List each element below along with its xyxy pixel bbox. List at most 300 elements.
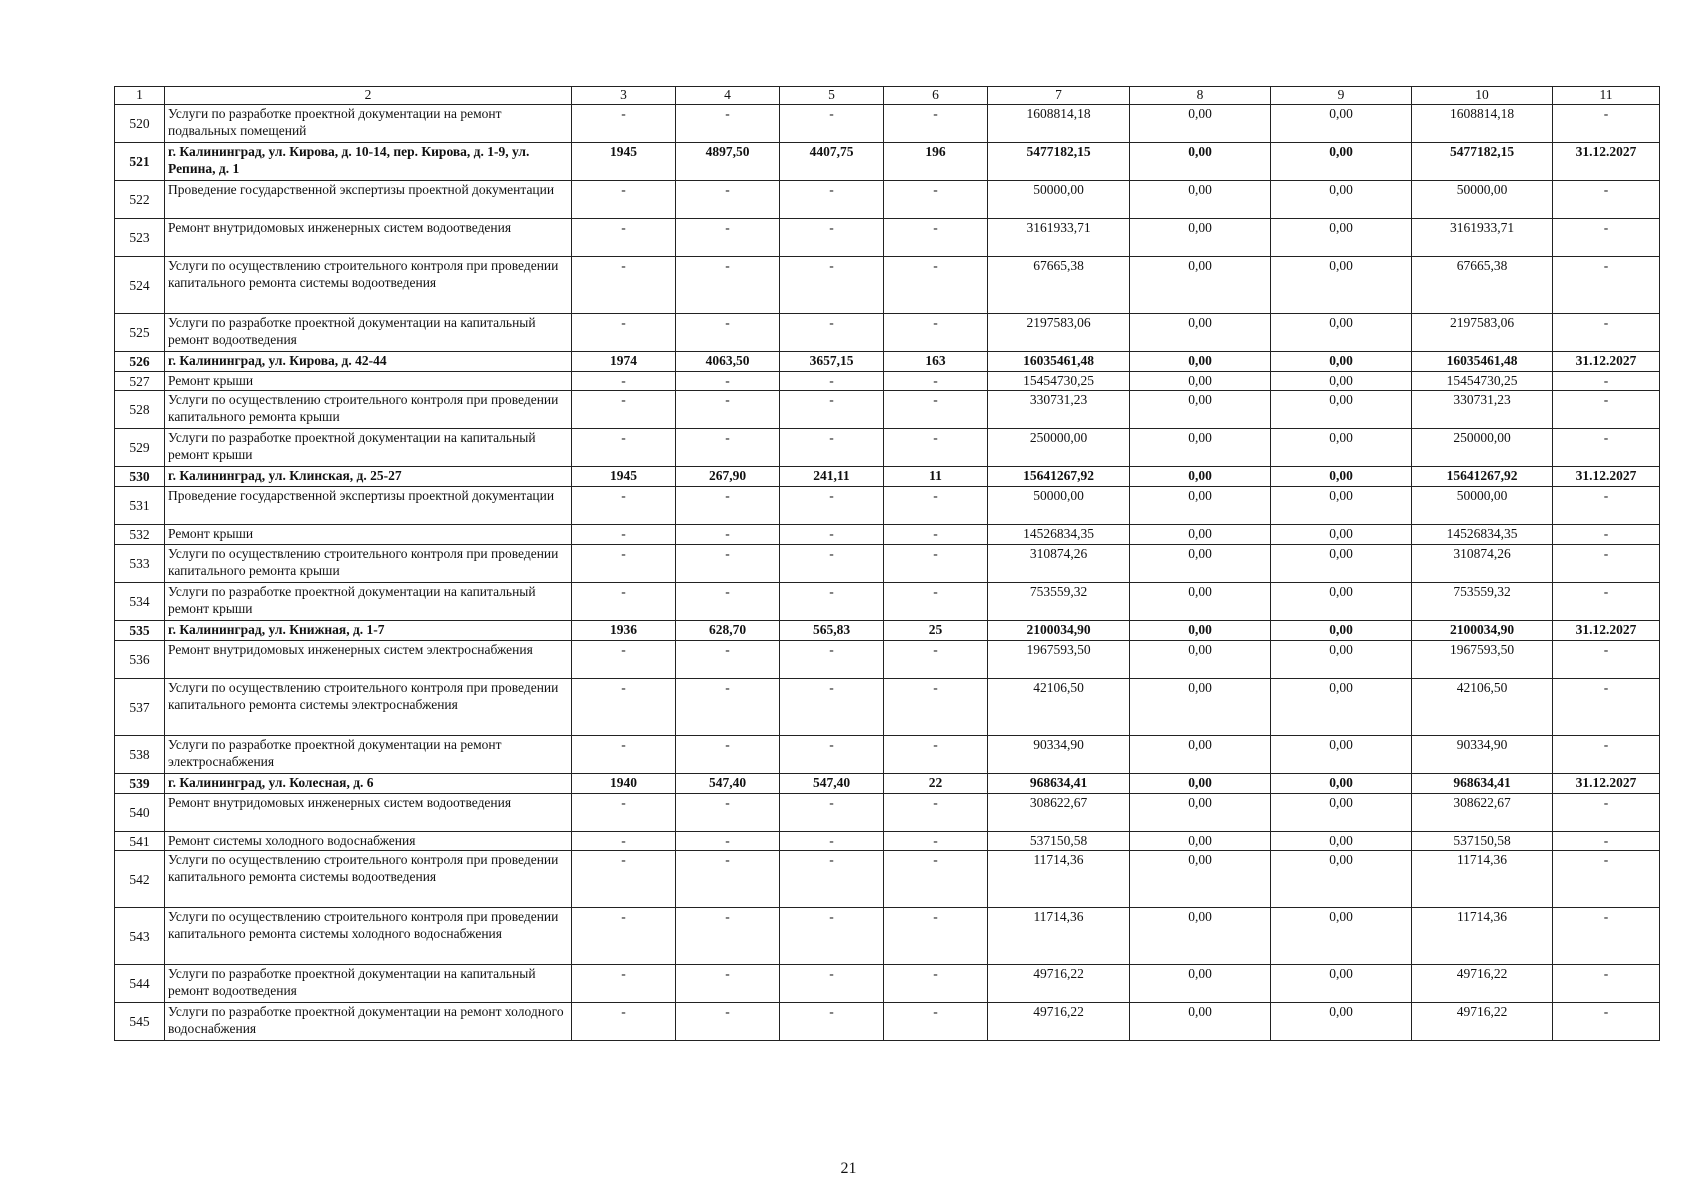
work-description: Услуги по осуществлению строительного контроля при проведении капитального ремонта системы водоотведения	[165, 851, 572, 908]
cell-area-total: -	[676, 832, 780, 851]
cell-fund-owners: 753559,32	[1412, 583, 1553, 621]
work-row	[115, 219, 1660, 257]
cell-fund-owners: 1967593,50	[1412, 641, 1553, 679]
cell-fund-federal: 0,00	[1130, 391, 1271, 429]
cell-fund-federal: 0,00	[1130, 908, 1271, 965]
cell-year: -	[572, 429, 676, 467]
work-description: Услуги по разработке проектной документации на ремонт электроснабжения	[165, 736, 572, 774]
cell-area-total: -	[676, 794, 780, 832]
work-row	[115, 851, 1660, 908]
cell-total-cost: 753559,32	[988, 583, 1130, 621]
cell-area-living: -	[780, 105, 884, 143]
cell-fund-regional: 0,00	[1271, 679, 1412, 736]
row-number: 524	[115, 257, 165, 314]
cell-area-total: -	[676, 736, 780, 774]
cell-total-cost: 5477182,15	[988, 143, 1130, 181]
cell-total-cost: 11714,36	[988, 908, 1130, 965]
cell-area-total: -	[676, 429, 780, 467]
cell-fund-federal: 0,00	[1130, 352, 1271, 372]
cell-residents: -	[884, 832, 988, 851]
row-number: 536	[115, 641, 165, 679]
cell-residents: 22	[884, 774, 988, 794]
cell-fund-regional: 0,00	[1271, 545, 1412, 583]
row-number: 533	[115, 545, 165, 583]
cell-residents: 163	[884, 352, 988, 372]
address-row	[115, 467, 1660, 487]
row-number: 531	[115, 487, 165, 525]
cell-area-living: -	[780, 257, 884, 314]
cell-area-living: -	[780, 908, 884, 965]
cell-area-living: -	[780, 583, 884, 621]
column-number-row	[115, 87, 1660, 105]
cell-fund-owners: 16035461,48	[1412, 352, 1553, 372]
cell-fund-owners: 11714,36	[1412, 851, 1553, 908]
work-description: Ремонт крыши	[165, 525, 572, 545]
cell-area-living: -	[780, 545, 884, 583]
work-description: Услуги по разработке проектной документации на капитальный ремонт водоотведения	[165, 965, 572, 1003]
cell-fund-regional: 0,00	[1271, 832, 1412, 851]
cell-area-total: -	[676, 181, 780, 219]
work-row	[115, 181, 1660, 219]
cell-deadline: -	[1553, 679, 1660, 736]
cell-fund-federal: 0,00	[1130, 525, 1271, 545]
cell-fund-owners: 2100034,90	[1412, 621, 1553, 641]
cell-year: -	[572, 965, 676, 1003]
cell-deadline: -	[1553, 391, 1660, 429]
cell-fund-regional: 0,00	[1271, 736, 1412, 774]
cell-area-total: -	[676, 679, 780, 736]
cell-total-cost: 1608814,18	[988, 105, 1130, 143]
cell-fund-federal: 0,00	[1130, 143, 1271, 181]
cell-fund-federal: 0,00	[1130, 851, 1271, 908]
work-description: Проведение государственной экспертизы проектной документации	[165, 487, 572, 525]
cell-area-total: -	[676, 908, 780, 965]
row-number: 526	[115, 352, 165, 372]
cell-total-cost: 968634,41	[988, 774, 1130, 794]
cell-fund-federal: 0,00	[1130, 467, 1271, 487]
cell-fund-owners: 308622,67	[1412, 794, 1553, 832]
cell-residents: -	[884, 391, 988, 429]
work-description: Услуги по разработке проектной документации на ремонт холодного водоснабжения	[165, 1003, 572, 1041]
cell-total-cost: 11714,36	[988, 851, 1130, 908]
column-header: 5	[780, 87, 884, 105]
work-description: Проведение государственной экспертизы проектной документации	[165, 181, 572, 219]
address-row	[115, 352, 1660, 372]
cell-fund-regional: 0,00	[1271, 429, 1412, 467]
cell-total-cost: 49716,22	[988, 965, 1130, 1003]
cell-residents: -	[884, 257, 988, 314]
cell-fund-owners: 42106,50	[1412, 679, 1553, 736]
cell-deadline: -	[1553, 314, 1660, 352]
row-number: 525	[115, 314, 165, 352]
row-number: 535	[115, 621, 165, 641]
cell-residents: -	[884, 583, 988, 621]
cell-deadline: -	[1553, 525, 1660, 545]
work-row	[115, 641, 1660, 679]
cell-total-cost: 67665,38	[988, 257, 1130, 314]
cell-total-cost: 2100034,90	[988, 621, 1130, 641]
work-row	[115, 429, 1660, 467]
cell-residents: -	[884, 429, 988, 467]
cell-deadline: -	[1553, 583, 1660, 621]
cell-fund-federal: 0,00	[1130, 219, 1271, 257]
cell-deadline: -	[1553, 487, 1660, 525]
cell-fund-federal: 0,00	[1130, 105, 1271, 143]
cell-fund-owners: 3161933,71	[1412, 219, 1553, 257]
cell-residents: -	[884, 851, 988, 908]
cell-fund-regional: 0,00	[1271, 965, 1412, 1003]
cell-year: 1945	[572, 467, 676, 487]
cell-year: -	[572, 583, 676, 621]
cell-area-total: 628,70	[676, 621, 780, 641]
cell-fund-regional: 0,00	[1271, 525, 1412, 545]
cell-area-total: 547,40	[676, 774, 780, 794]
cell-total-cost: 2197583,06	[988, 314, 1130, 352]
cell-fund-regional: 0,00	[1271, 851, 1412, 908]
cell-fund-federal: 0,00	[1130, 487, 1271, 525]
cell-area-living: -	[780, 1003, 884, 1041]
column-header: 10	[1412, 87, 1553, 105]
cell-fund-federal: 0,00	[1130, 257, 1271, 314]
cell-fund-regional: 0,00	[1271, 487, 1412, 525]
cell-area-total: -	[676, 257, 780, 314]
cell-fund-owners: 5477182,15	[1412, 143, 1553, 181]
cell-deadline: -	[1553, 908, 1660, 965]
work-description: Ремонт внутридомовых инженерных систем электроснабжения	[165, 641, 572, 679]
cell-area-living: 565,83	[780, 621, 884, 641]
cell-year: -	[572, 372, 676, 391]
table-body	[115, 87, 1660, 1041]
cell-deadline: -	[1553, 832, 1660, 851]
cell-total-cost: 3161933,71	[988, 219, 1130, 257]
work-row	[115, 832, 1660, 851]
cell-residents: 196	[884, 143, 988, 181]
row-number: 523	[115, 219, 165, 257]
cell-deadline: 31.12.2027	[1553, 774, 1660, 794]
cell-year: -	[572, 314, 676, 352]
cell-fund-regional: 0,00	[1271, 774, 1412, 794]
cell-area-living: -	[780, 736, 884, 774]
cell-residents: -	[884, 794, 988, 832]
work-description: Услуги по осуществлению строительного контроля при проведении капитального ремонта крыши	[165, 545, 572, 583]
cell-total-cost: 50000,00	[988, 487, 1130, 525]
cell-fund-federal: 0,00	[1130, 314, 1271, 352]
cell-total-cost: 42106,50	[988, 679, 1130, 736]
cell-deadline: 31.12.2027	[1553, 352, 1660, 372]
cell-year: 1940	[572, 774, 676, 794]
cell-year: -	[572, 525, 676, 545]
cell-total-cost: 49716,22	[988, 1003, 1130, 1041]
work-row	[115, 391, 1660, 429]
cell-deadline: -	[1553, 736, 1660, 774]
cell-area-living: 4407,75	[780, 143, 884, 181]
cell-residents: -	[884, 105, 988, 143]
cell-area-total: 267,90	[676, 467, 780, 487]
cell-year: -	[572, 105, 676, 143]
work-row	[115, 314, 1660, 352]
cell-total-cost: 15454730,25	[988, 372, 1130, 391]
cell-year: -	[572, 832, 676, 851]
row-number: 520	[115, 105, 165, 143]
cell-area-living: -	[780, 679, 884, 736]
row-number: 542	[115, 851, 165, 908]
cell-fund-regional: 0,00	[1271, 257, 1412, 314]
work-row	[115, 525, 1660, 545]
work-description: Услуги по разработке проектной документации на капитальный ремонт крыши	[165, 429, 572, 467]
cell-year: -	[572, 851, 676, 908]
cell-year: -	[572, 257, 676, 314]
cell-fund-owners: 15641267,92	[1412, 467, 1553, 487]
cell-area-living: -	[780, 487, 884, 525]
cell-deadline: 31.12.2027	[1553, 143, 1660, 181]
cell-fund-owners: 2197583,06	[1412, 314, 1553, 352]
cell-deadline: -	[1553, 1003, 1660, 1041]
work-row	[115, 908, 1660, 965]
cell-deadline: 31.12.2027	[1553, 467, 1660, 487]
cell-deadline: -	[1553, 219, 1660, 257]
cell-residents: -	[884, 736, 988, 774]
capital-repair-table	[114, 86, 1660, 1041]
cell-fund-owners: 90334,90	[1412, 736, 1553, 774]
cell-total-cost: 1967593,50	[988, 641, 1130, 679]
cell-area-total: -	[676, 105, 780, 143]
cell-fund-federal: 0,00	[1130, 545, 1271, 583]
work-description: Ремонт системы холодного водоснабжения	[165, 832, 572, 851]
cell-fund-federal: 0,00	[1130, 1003, 1271, 1041]
cell-area-living: -	[780, 851, 884, 908]
cell-area-total: -	[676, 487, 780, 525]
cell-residents: -	[884, 908, 988, 965]
cell-total-cost: 16035461,48	[988, 352, 1130, 372]
cell-fund-owners: 250000,00	[1412, 429, 1553, 467]
cell-fund-regional: 0,00	[1271, 467, 1412, 487]
cell-fund-regional: 0,00	[1271, 1003, 1412, 1041]
cell-fund-owners: 50000,00	[1412, 487, 1553, 525]
cell-fund-regional: 0,00	[1271, 794, 1412, 832]
cell-year: 1974	[572, 352, 676, 372]
cell-total-cost: 50000,00	[988, 181, 1130, 219]
row-number: 540	[115, 794, 165, 832]
row-number: 532	[115, 525, 165, 545]
work-description: Услуги по разработке проектной документации на капитальный ремонт крыши	[165, 583, 572, 621]
cell-area-living: -	[780, 965, 884, 1003]
cell-year: -	[572, 1003, 676, 1041]
cell-area-living: -	[780, 832, 884, 851]
cell-fund-owners: 67665,38	[1412, 257, 1553, 314]
work-description: Ремонт внутридомовых инженерных систем водоотведения	[165, 794, 572, 832]
work-row	[115, 487, 1660, 525]
cell-fund-federal: 0,00	[1130, 583, 1271, 621]
work-description: г. Калининград, ул. Книжная, д. 1-7	[165, 621, 572, 641]
address-row	[115, 143, 1660, 181]
cell-fund-owners: 49716,22	[1412, 1003, 1553, 1041]
cell-fund-federal: 0,00	[1130, 794, 1271, 832]
cell-deadline: -	[1553, 794, 1660, 832]
cell-fund-federal: 0,00	[1130, 372, 1271, 391]
cell-fund-owners: 537150,58	[1412, 832, 1553, 851]
cell-area-living: 3657,15	[780, 352, 884, 372]
cell-area-total: -	[676, 583, 780, 621]
cell-fund-regional: 0,00	[1271, 105, 1412, 143]
cell-residents: -	[884, 525, 988, 545]
work-description: г. Калининград, ул. Колесная, д. 6	[165, 774, 572, 794]
cell-area-living: 547,40	[780, 774, 884, 794]
work-row	[115, 105, 1660, 143]
cell-year: 1945	[572, 143, 676, 181]
cell-year: -	[572, 219, 676, 257]
row-number: 544	[115, 965, 165, 1003]
work-row	[115, 965, 1660, 1003]
work-row	[115, 794, 1660, 832]
cell-residents: -	[884, 965, 988, 1003]
cell-fund-owners: 50000,00	[1412, 181, 1553, 219]
cell-year: -	[572, 391, 676, 429]
row-number: 545	[115, 1003, 165, 1041]
work-description: Услуги по разработке проектной документации на ремонт подвальных помещений	[165, 105, 572, 143]
row-number: 534	[115, 583, 165, 621]
cell-fund-owners: 968634,41	[1412, 774, 1553, 794]
cell-residents: -	[884, 679, 988, 736]
cell-area-total: -	[676, 391, 780, 429]
cell-fund-regional: 0,00	[1271, 181, 1412, 219]
column-header: 3	[572, 87, 676, 105]
cell-residents: 25	[884, 621, 988, 641]
cell-total-cost: 15641267,92	[988, 467, 1130, 487]
cell-fund-owners: 330731,23	[1412, 391, 1553, 429]
row-number: 527	[115, 372, 165, 391]
cell-fund-federal: 0,00	[1130, 181, 1271, 219]
cell-residents: -	[884, 487, 988, 525]
cell-area-living: -	[780, 794, 884, 832]
cell-fund-federal: 0,00	[1130, 641, 1271, 679]
column-header: 7	[988, 87, 1130, 105]
work-row	[115, 679, 1660, 736]
cell-deadline: -	[1553, 181, 1660, 219]
cell-area-living: -	[780, 181, 884, 219]
row-number: 539	[115, 774, 165, 794]
cell-deadline: -	[1553, 965, 1660, 1003]
work-description: г. Калининград, ул. Клинская, д. 25-27	[165, 467, 572, 487]
row-number: 529	[115, 429, 165, 467]
cell-fund-federal: 0,00	[1130, 429, 1271, 467]
cell-fund-owners: 49716,22	[1412, 965, 1553, 1003]
cell-fund-federal: 0,00	[1130, 679, 1271, 736]
cell-fund-regional: 0,00	[1271, 583, 1412, 621]
cell-area-total: -	[676, 1003, 780, 1041]
cell-total-cost: 14526834,35	[988, 525, 1130, 545]
cell-year: -	[572, 794, 676, 832]
work-row	[115, 257, 1660, 314]
cell-total-cost: 90334,90	[988, 736, 1130, 774]
cell-residents: -	[884, 314, 988, 352]
cell-deadline: -	[1553, 429, 1660, 467]
cell-fund-regional: 0,00	[1271, 391, 1412, 429]
work-description: Ремонт крыши	[165, 372, 572, 391]
column-header: 6	[884, 87, 988, 105]
cell-area-total: -	[676, 372, 780, 391]
cell-deadline: -	[1553, 372, 1660, 391]
row-number: 530	[115, 467, 165, 487]
cell-year: -	[572, 181, 676, 219]
cell-residents: -	[884, 372, 988, 391]
cell-year: -	[572, 736, 676, 774]
cell-residents: -	[884, 545, 988, 583]
column-header: 2	[165, 87, 572, 105]
cell-area-total: 4897,50	[676, 143, 780, 181]
cell-fund-regional: 0,00	[1271, 314, 1412, 352]
cell-area-total: 4063,50	[676, 352, 780, 372]
work-row	[115, 545, 1660, 583]
cell-area-living: -	[780, 429, 884, 467]
work-description: Услуги по осуществлению строительного контроля при проведении капитального ремонта системы водоотведения	[165, 257, 572, 314]
cell-fund-regional: 0,00	[1271, 641, 1412, 679]
column-header: 11	[1553, 87, 1660, 105]
address-row	[115, 621, 1660, 641]
cell-area-living: -	[780, 314, 884, 352]
cell-fund-regional: 0,00	[1271, 352, 1412, 372]
cell-fund-regional: 0,00	[1271, 621, 1412, 641]
row-number: 521	[115, 143, 165, 181]
work-row	[115, 583, 1660, 621]
cell-residents: -	[884, 219, 988, 257]
cell-area-total: -	[676, 219, 780, 257]
work-description: Услуги по осуществлению строительного контроля при проведении капитального ремонта крыши	[165, 391, 572, 429]
cell-fund-regional: 0,00	[1271, 372, 1412, 391]
cell-total-cost: 308622,67	[988, 794, 1130, 832]
cell-year: -	[572, 679, 676, 736]
work-description: г. Калининград, ул. Кирова, д. 10-14, пер. Кирова, д. 1-9, ул. Репина, д. 1	[165, 143, 572, 181]
cell-area-living: -	[780, 372, 884, 391]
cell-year: -	[572, 545, 676, 583]
cell-residents: -	[884, 641, 988, 679]
cell-area-total: -	[676, 965, 780, 1003]
row-number: 541	[115, 832, 165, 851]
cell-year: -	[572, 908, 676, 965]
cell-fund-regional: 0,00	[1271, 219, 1412, 257]
cell-residents: -	[884, 181, 988, 219]
column-header: 1	[115, 87, 165, 105]
column-header: 8	[1130, 87, 1271, 105]
cell-deadline: 31.12.2027	[1553, 621, 1660, 641]
cell-residents: 11	[884, 467, 988, 487]
cell-fund-owners: 1608814,18	[1412, 105, 1553, 143]
cell-deadline: -	[1553, 257, 1660, 314]
cell-fund-owners: 310874,26	[1412, 545, 1553, 583]
row-number: 538	[115, 736, 165, 774]
address-row	[115, 774, 1660, 794]
cell-fund-federal: 0,00	[1130, 832, 1271, 851]
cell-fund-regional: 0,00	[1271, 143, 1412, 181]
cell-residents: -	[884, 1003, 988, 1041]
cell-year: 1936	[572, 621, 676, 641]
work-description: г. Калининград, ул. Кирова, д. 42-44	[165, 352, 572, 372]
cell-fund-owners: 11714,36	[1412, 908, 1553, 965]
row-number: 528	[115, 391, 165, 429]
row-number: 522	[115, 181, 165, 219]
cell-area-living: 241,11	[780, 467, 884, 487]
row-number: 537	[115, 679, 165, 736]
cell-fund-regional: 0,00	[1271, 908, 1412, 965]
cell-area-living: -	[780, 525, 884, 545]
cell-fund-owners: 15454730,25	[1412, 372, 1553, 391]
cell-total-cost: 537150,58	[988, 832, 1130, 851]
work-row	[115, 736, 1660, 774]
cell-area-total: -	[676, 545, 780, 583]
cell-fund-federal: 0,00	[1130, 774, 1271, 794]
cell-area-living: -	[780, 641, 884, 679]
work-description: Услуги по осуществлению строительного контроля при проведении капитального ремонта системы электроснабжения	[165, 679, 572, 736]
cell-deadline: -	[1553, 105, 1660, 143]
